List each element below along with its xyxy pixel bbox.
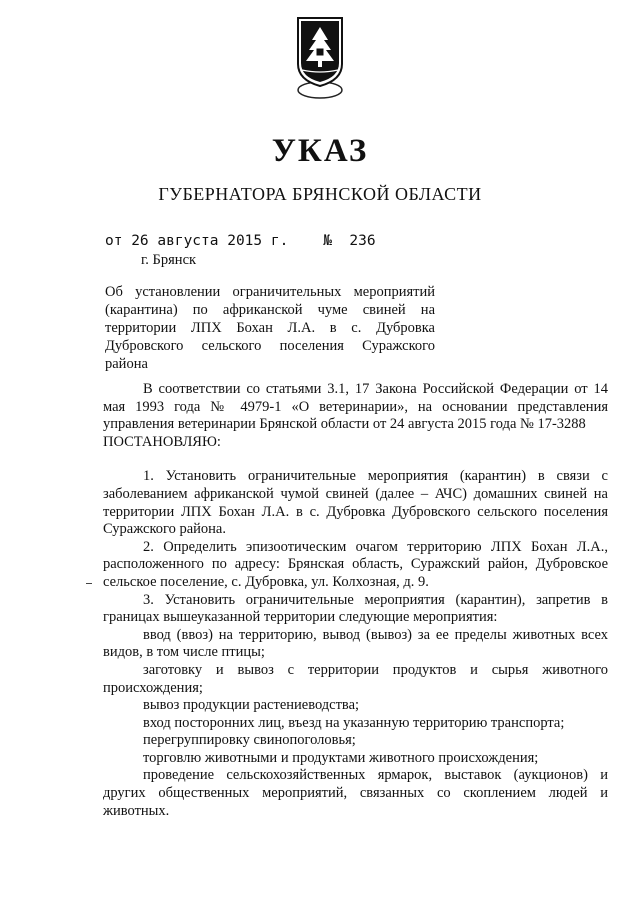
- measure-item: ввод (ввоз) на территорию, вывод (вывоз) за ее пределы животных всех видов, в том числе птицы;: [103, 626, 608, 661]
- measure-item: торговлю животными и продуктами животного происхождения;: [143, 749, 539, 766]
- decree-word: ПОСТАНОВЛЯЮ:: [103, 433, 221, 450]
- coat-of-arms-emblem: [290, 12, 350, 100]
- measure-item: заготовку и вывоз с территории продуктов и сырья животного происхождения;: [103, 661, 608, 696]
- preamble-paragraph: В соответствии со статьями 3.1, 17 Закона Российской Федерации от 14 мая 1993 года № 4979-1 «О ветеринарии», на основании представления управления ветеринарии Брянской области от 24 августа 2015 года № 17-3288: [103, 381, 608, 433]
- document-title: УКАЗ: [271, 133, 369, 169]
- margin-mark: [86, 583, 92, 584]
- date-and-number: от 26 августа 2015 г. № 236: [105, 233, 376, 249]
- item-2: 2. Определить эпизоотическим очагом территорию ЛПХ Бохан Л.А., расположенного по адресу: Брянская область, Суражский район, Дубровское сельское поселение, с. Дубровка, ул. Колхозная, д. 9.: [103, 538, 608, 590]
- item-3: 3. Установить ограничительные мероприятия (карантин), запретив в границах вышеуказанной территории следующие мероприятия:: [103, 591, 608, 626]
- document-subject: Об установлении ограничительных мероприятий (карантина) по африканской чуме свиней на территории ЛПХ Бохан Л.А. в с. Дубровка Дубровского сельского поселения Суражского района: [105, 284, 435, 372]
- city-line: г. Брянск: [141, 252, 197, 268]
- measure-item: перегруппировку свинопоголовья;: [143, 732, 356, 749]
- measure-item: вывоз продукции растениеводства;: [143, 697, 360, 714]
- measure-item: проведение сельскохозяйственных ярмарок, выставок (аукционов) и других общественных мероприятий, связанных со скоплением людей и животных.: [103, 767, 608, 819]
- measure-item: вход посторонних лиц, въезд на указанную территорию транспорта;: [143, 714, 565, 731]
- item-1: 1. Установить ограничительные мероприятия (карантин) в связи с заболеванием африканской чумой свиней (далее – АЧС) домашних свиней на территории ЛПХ Бохан Л.А. в с. Дубровка Дубровского сельского поселения Суражского района.: [103, 468, 608, 538]
- document-body: [103, 381, 608, 820]
- document-subtitle: ГУБЕРНАТОРА БРЯНСКОЙ ОБЛАСТИ: [158, 184, 482, 204]
